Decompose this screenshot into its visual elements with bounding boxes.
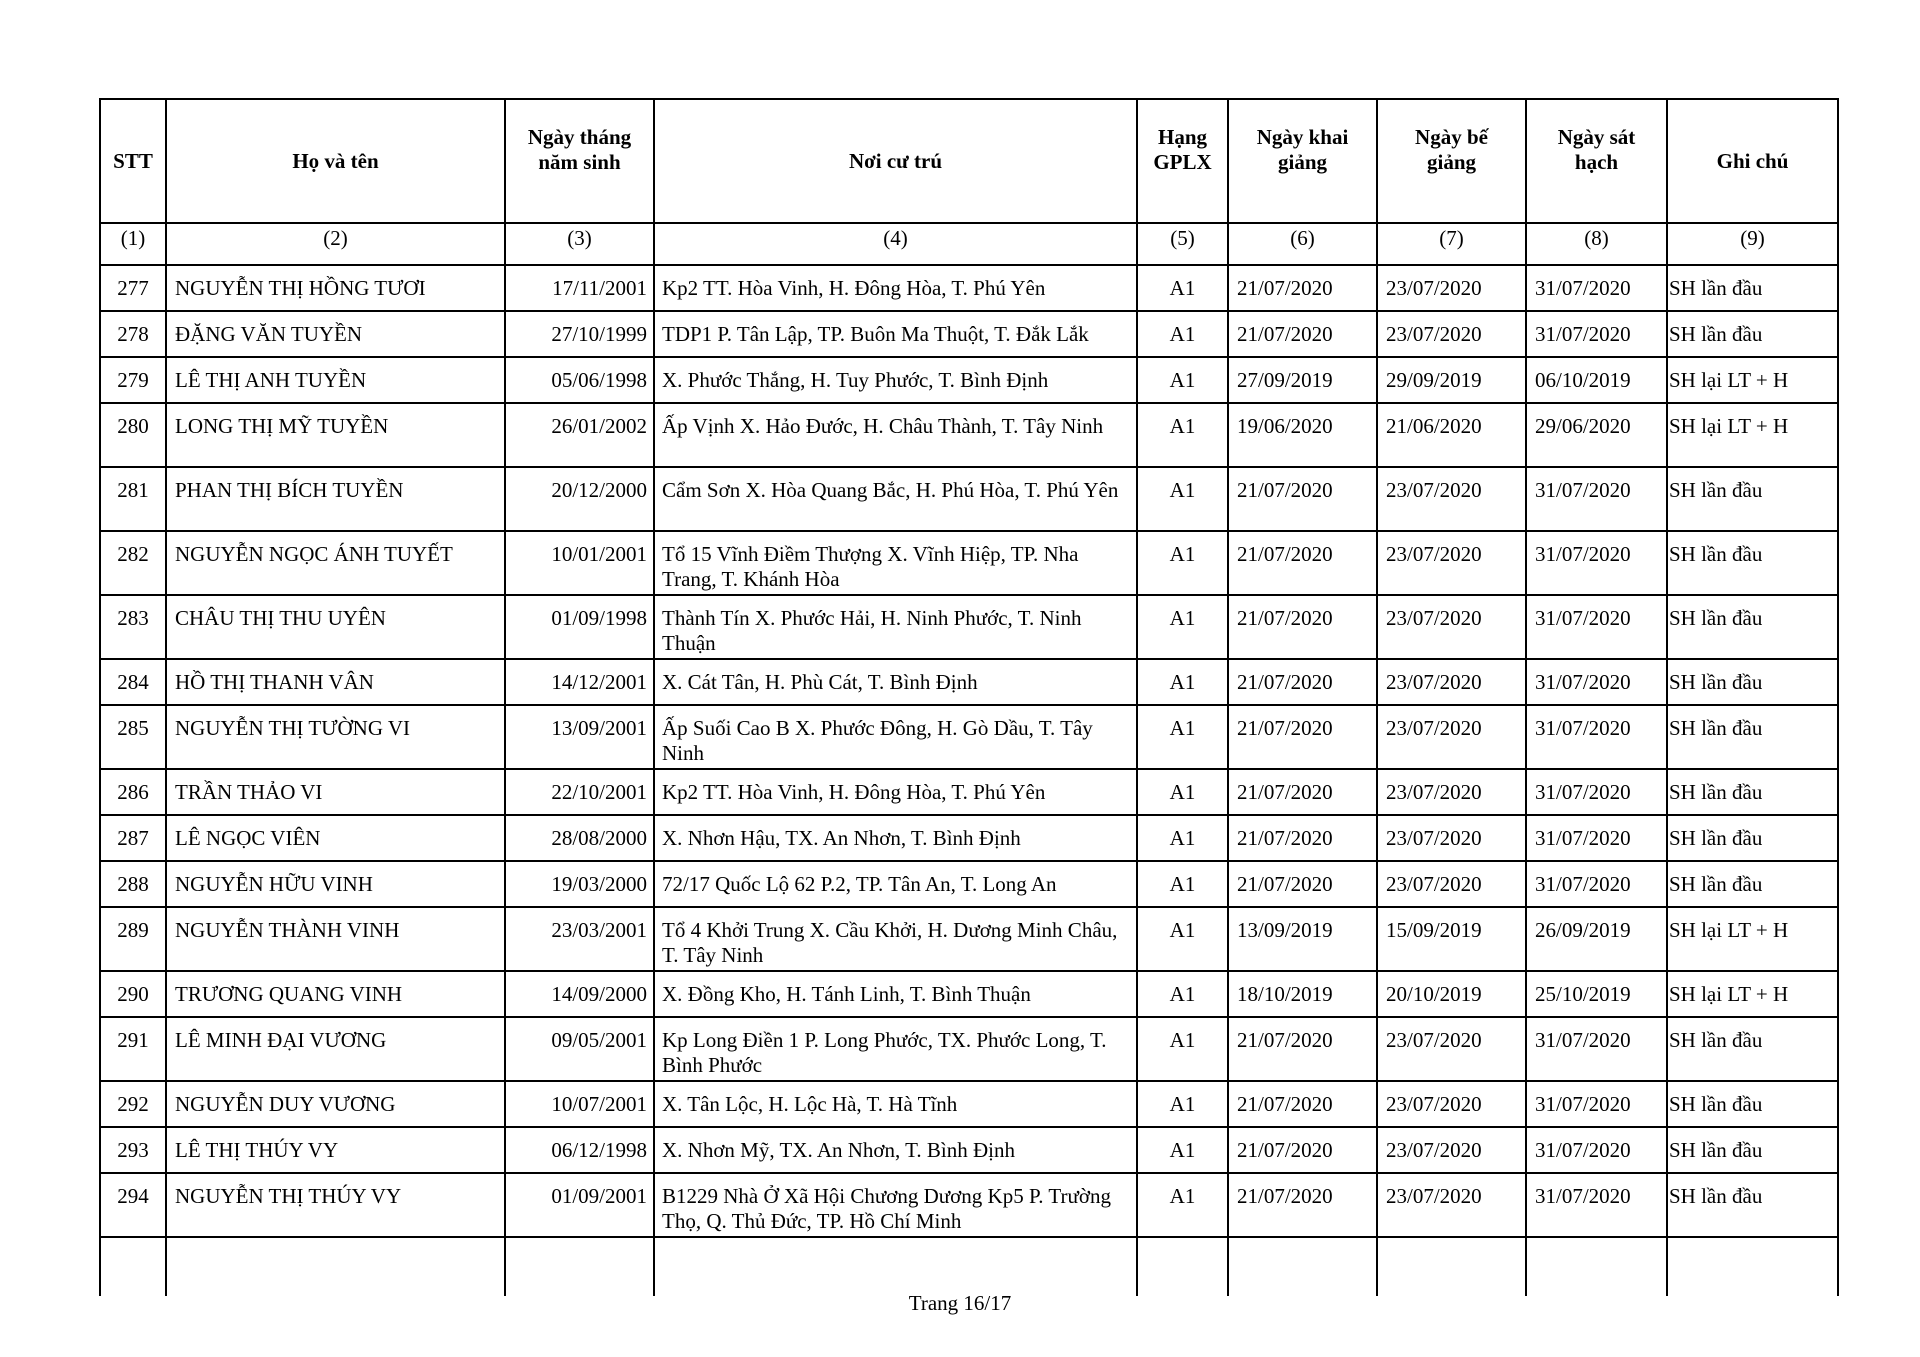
cell-license-class: A1 [1137,815,1228,861]
cell-exam-date: 31/07/2020 [1526,769,1667,815]
column-index: (5) [1137,223,1228,265]
cell-end-date: 23/07/2020 [1377,1173,1526,1237]
cell-note: SH lần đầu [1667,1081,1838,1127]
cell-exam-date: 31/07/2020 [1526,265,1667,311]
cell-exam-date: 31/07/2020 [1526,467,1667,531]
cell-end-date: 29/09/2019 [1377,357,1526,403]
cell-license-class: A1 [1137,861,1228,907]
cell-address: Thành Tín X. Phước Hải, H. Ninh Phước, T. Ninh Thuận [654,595,1137,659]
cell-note: SH lần đầu [1667,1017,1838,1081]
cell-exam-date: 06/10/2019 [1526,357,1667,403]
empty-cell [166,1237,505,1296]
cell-exam-date: 31/07/2020 [1526,815,1667,861]
cell-end-date: 23/07/2020 [1377,769,1526,815]
cell-name: LÊ MINH ĐẠI VƯƠNG [166,1017,505,1081]
cell-end-date: 23/07/2020 [1377,595,1526,659]
cell-address: Kp Long Điền 1 P. Long Phước, TX. Phước Long, T. Bình Phước [654,1017,1137,1081]
cell-address: Cẩm Sơn X. Hòa Quang Bắc, H. Phú Hòa, T. Phú Yên [654,467,1137,531]
cell-license-class: A1 [1137,265,1228,311]
cell-end-date: 23/07/2020 [1377,659,1526,705]
cell-stt: 286 [100,769,166,815]
cell-stt: 278 [100,311,166,357]
table-row [100,769,1838,815]
cell-exam-date: 31/07/2020 [1526,311,1667,357]
empty-cell [654,1237,1137,1296]
table-row [100,907,1838,971]
cell-note: SH lại LT + H [1667,907,1838,971]
cell-exam-date: 31/07/2020 [1526,531,1667,595]
cell-end-date: 23/07/2020 [1377,1127,1526,1173]
cell-address: X. Nhơn Mỹ, TX. An Nhơn, T. Bình Định [654,1127,1137,1173]
header-start-date-label: Ngày khai giảng [1256,125,1349,174]
cell-name: NGUYỄN THỊ HỒNG TƯƠI [166,265,505,311]
cell-exam-date: 31/07/2020 [1526,1017,1667,1081]
cell-dob: 20/12/2000 [505,467,654,531]
header-license-class-label: Hạng GPLX [1153,125,1212,174]
cell-name: NGUYỄN THÀNH VINH [166,907,505,971]
cell-stt: 290 [100,971,166,1017]
column-index: (2) [166,223,505,265]
cell-exam-date: 31/07/2020 [1526,595,1667,659]
cell-note: SH lại LT + H [1667,357,1838,403]
roster-body [100,265,1838,1237]
cell-name: PHAN THỊ BÍCH TUYỀN [166,467,505,531]
empty-cell [1228,1237,1377,1296]
cell-license-class: A1 [1137,971,1228,1017]
cell-license-class: A1 [1137,1127,1228,1173]
cell-end-date: 21/06/2020 [1377,403,1526,467]
cell-address: X. Đồng Kho, H. Tánh Linh, T. Bình Thuận [654,971,1137,1017]
header-name: Họ và tên [166,99,505,223]
column-index: (3) [505,223,654,265]
table-row [100,705,1838,769]
header-address: Nơi cư trú [654,99,1137,223]
cell-stt: 294 [100,1173,166,1237]
cell-name: LÊ THỊ ANH TUYỀN [166,357,505,403]
cell-stt: 285 [100,705,166,769]
cell-dob: 06/12/1998 [505,1127,654,1173]
cell-license-class: A1 [1137,467,1228,531]
table-row [100,1017,1838,1081]
cell-note: SH lần đầu [1667,1173,1838,1237]
cell-license-class: A1 [1137,403,1228,467]
cell-start-date: 21/07/2020 [1228,1081,1377,1127]
cell-dob: 09/05/2001 [505,1017,654,1081]
cell-exam-date: 29/06/2020 [1526,403,1667,467]
cell-end-date: 23/07/2020 [1377,467,1526,531]
cell-dob: 23/03/2001 [505,907,654,971]
cell-stt: 288 [100,861,166,907]
cell-stt: 293 [100,1127,166,1173]
cell-dob: 10/07/2001 [505,1081,654,1127]
cell-note: SH lần đầu [1667,467,1838,531]
header-dob [505,99,654,223]
cell-start-date: 21/07/2020 [1228,467,1377,531]
cell-start-date: 21/07/2020 [1228,1127,1377,1173]
column-index: (7) [1377,223,1526,265]
cell-end-date: 23/07/2020 [1377,861,1526,907]
empty-cell [100,1237,166,1296]
cell-dob: 14/09/2000 [505,971,654,1017]
cell-note: SH lại LT + H [1667,971,1838,1017]
cell-name: LÊ THỊ THÚY VY [166,1127,505,1173]
cell-license-class: A1 [1137,357,1228,403]
cell-end-date: 23/07/2020 [1377,311,1526,357]
cell-start-date: 21/07/2020 [1228,659,1377,705]
cell-exam-date: 31/07/2020 [1526,1173,1667,1237]
column-index: (4) [654,223,1137,265]
cell-exam-date: 25/10/2019 [1526,971,1667,1017]
column-index: (1) [100,223,166,265]
cell-address: Ấp Vịnh X. Hảo Đước, H. Châu Thành, T. Tây Ninh [654,403,1137,467]
empty-row [100,1237,1838,1296]
cell-stt: 284 [100,659,166,705]
cell-name: NGUYỄN HỮU VINH [166,861,505,907]
cell-note: SH lần đầu [1667,815,1838,861]
cell-address: Tổ 4 Khởi Trung X. Cầu Khởi, H. Dương Minh Châu, T. Tây Ninh [654,907,1137,971]
cell-end-date: 15/09/2019 [1377,907,1526,971]
cell-stt: 281 [100,467,166,531]
cell-exam-date: 31/07/2020 [1526,659,1667,705]
cell-start-date: 21/07/2020 [1228,595,1377,659]
cell-address: Kp2 TT. Hòa Vinh, H. Đông Hòa, T. Phú Yên [654,265,1137,311]
cell-note: SH lần đầu [1667,531,1838,595]
empty-cell [1667,1237,1838,1296]
cell-license-class: A1 [1137,705,1228,769]
header-note: Ghi chú [1667,99,1838,223]
cell-stt: 289 [100,907,166,971]
cell-end-date: 23/07/2020 [1377,1081,1526,1127]
cell-exam-date: 31/07/2020 [1526,1127,1667,1173]
table-row [100,311,1838,357]
header-start-date [1228,99,1377,223]
table-row [100,531,1838,595]
table-row [100,861,1838,907]
column-index: (6) [1228,223,1377,265]
header-license-class [1137,99,1228,223]
cell-dob: 28/08/2000 [505,815,654,861]
cell-start-date: 21/07/2020 [1228,861,1377,907]
column-index-row [100,223,1838,265]
cell-name: NGUYỄN THỊ THÚY VY [166,1173,505,1237]
empty-cell [1526,1237,1667,1296]
cell-end-date: 23/07/2020 [1377,265,1526,311]
header-stt: STT [100,99,166,223]
cell-license-class: A1 [1137,1017,1228,1081]
cell-license-class: A1 [1137,595,1228,659]
cell-note: SH lần đầu [1667,311,1838,357]
cell-note: SH lần đầu [1667,861,1838,907]
cell-license-class: A1 [1137,311,1228,357]
cell-note: SH lần đầu [1667,265,1838,311]
roster-table [99,98,1839,1296]
cell-dob: 14/12/2001 [505,659,654,705]
cell-license-class: A1 [1137,659,1228,705]
cell-exam-date: 26/09/2019 [1526,907,1667,971]
cell-name: CHÂU THỊ THU UYÊN [166,595,505,659]
cell-exam-date: 31/07/2020 [1526,861,1667,907]
cell-name: NGUYỄN NGỌC ÁNH TUYẾT [166,531,505,595]
cell-stt: 287 [100,815,166,861]
cell-stt: 292 [100,1081,166,1127]
cell-start-date: 21/07/2020 [1228,311,1377,357]
cell-exam-date: 31/07/2020 [1526,705,1667,769]
empty-cell [1377,1237,1526,1296]
table-row [100,595,1838,659]
cell-license-class: A1 [1137,1081,1228,1127]
cell-start-date: 21/07/2020 [1228,769,1377,815]
header-end-date [1377,99,1526,223]
cell-stt: 279 [100,357,166,403]
cell-start-date: 21/07/2020 [1228,531,1377,595]
table-row [100,1173,1838,1237]
header-dob-label: Ngày tháng năm sinh [527,125,632,174]
column-index: (9) [1667,223,1838,265]
cell-name: TRƯƠNG QUANG VINH [166,971,505,1017]
cell-stt: 283 [100,595,166,659]
cell-start-date: 21/07/2020 [1228,815,1377,861]
cell-name: NGUYỄN THỊ TƯỜNG VI [166,705,505,769]
table-row [100,467,1838,531]
table-row [100,1081,1838,1127]
cell-license-class: A1 [1137,531,1228,595]
cell-dob: 10/01/2001 [505,531,654,595]
cell-start-date: 21/07/2020 [1228,705,1377,769]
header-row [100,99,1838,223]
cell-dob: 05/06/1998 [505,357,654,403]
header-end-date-label: Ngày bế giảng [1415,125,1488,174]
cell-address: Ấp Suối Cao B X. Phước Đông, H. Gò Dầu, T. Tây Ninh [654,705,1137,769]
cell-dob: 19/03/2000 [505,861,654,907]
cell-address: Kp2 TT. Hòa Vinh, H. Đông Hòa, T. Phú Yên [654,769,1137,815]
cell-note: SH lần đầu [1667,595,1838,659]
cell-end-date: 23/07/2020 [1377,815,1526,861]
cell-name: LONG THỊ MỸ TUYỀN [166,403,505,467]
header-exam-date [1526,99,1667,223]
empty-cell [505,1237,654,1296]
table-row [100,403,1838,467]
cell-dob: 13/09/2001 [505,705,654,769]
cell-address: 72/17 Quốc Lộ 62 P.2, TP. Tân An, T. Long An [654,861,1137,907]
table-row [100,1127,1838,1173]
column-index: (8) [1526,223,1667,265]
cell-note: SH lần đầu [1667,769,1838,815]
table-row [100,815,1838,861]
cell-address: Tổ 15 Vĩnh Điềm Thượng X. Vĩnh Hiệp, TP. Nha Trang, T. Khánh Hòa [654,531,1137,595]
cell-start-date: 19/06/2020 [1228,403,1377,467]
cell-address: X. Phước Thắng, H. Tuy Phước, T. Bình Định [654,357,1137,403]
cell-end-date: 23/07/2020 [1377,1017,1526,1081]
cell-note: SH lần đầu [1667,659,1838,705]
cell-name: TRẦN THẢO VI [166,769,505,815]
cell-start-date: 21/07/2020 [1228,265,1377,311]
cell-dob: 22/10/2001 [505,769,654,815]
empty-cell [1137,1237,1228,1296]
cell-license-class: A1 [1137,907,1228,971]
cell-dob: 17/11/2001 [505,265,654,311]
cell-exam-date: 31/07/2020 [1526,1081,1667,1127]
table-row [100,265,1838,311]
cell-stt: 280 [100,403,166,467]
cell-address: X. Nhơn Hậu, TX. An Nhơn, T. Bình Định [654,815,1137,861]
cell-start-date: 21/07/2020 [1228,1173,1377,1237]
cell-note: SH lần đầu [1667,705,1838,769]
cell-start-date: 13/09/2019 [1228,907,1377,971]
cell-name: LÊ NGỌC VIÊN [166,815,505,861]
cell-name: HỒ THỊ THANH VÂN [166,659,505,705]
page-number: Trang 16/17 [908,1291,1012,1315]
cell-address: X. Cát Tân, H. Phù Cát, T. Bình Định [654,659,1137,705]
table-row [100,659,1838,705]
cell-address: TDP1 P. Tân Lập, TP. Buôn Ma Thuột, T. Đắk Lắk [654,311,1137,357]
cell-name: NGUYỄN DUY VƯƠNG [166,1081,505,1127]
cell-stt: 291 [100,1017,166,1081]
cell-stt: 282 [100,531,166,595]
cell-license-class: A1 [1137,769,1228,815]
table-row [100,971,1838,1017]
cell-dob: 01/09/2001 [505,1173,654,1237]
cell-dob: 26/01/2002 [505,403,654,467]
cell-name: ĐẶNG VĂN TUYỀN [166,311,505,357]
cell-start-date: 18/10/2019 [1228,971,1377,1017]
cell-end-date: 20/10/2019 [1377,971,1526,1017]
cell-note: SH lại LT + H [1667,403,1838,467]
cell-end-date: 23/07/2020 [1377,531,1526,595]
cell-note: SH lần đầu [1667,1127,1838,1173]
cell-dob: 27/10/1999 [505,311,654,357]
cell-stt: 277 [100,265,166,311]
cell-address: X. Tân Lộc, H. Lộc Hà, T. Hà Tĩnh [654,1081,1137,1127]
cell-start-date: 27/09/2019 [1228,357,1377,403]
cell-end-date: 23/07/2020 [1377,705,1526,769]
cell-dob: 01/09/1998 [505,595,654,659]
cell-start-date: 21/07/2020 [1228,1017,1377,1081]
table-row [100,357,1838,403]
roster-table-container [99,98,1837,1296]
cell-address: B1229 Nhà Ở Xã Hội Chương Dương Kp5 P. Trường Thọ, Q. Thủ Đức, TP. Hồ Chí Minh [654,1173,1137,1237]
cell-license-class: A1 [1137,1173,1228,1237]
header-exam-date-label: Ngày sát hạch [1557,125,1636,174]
